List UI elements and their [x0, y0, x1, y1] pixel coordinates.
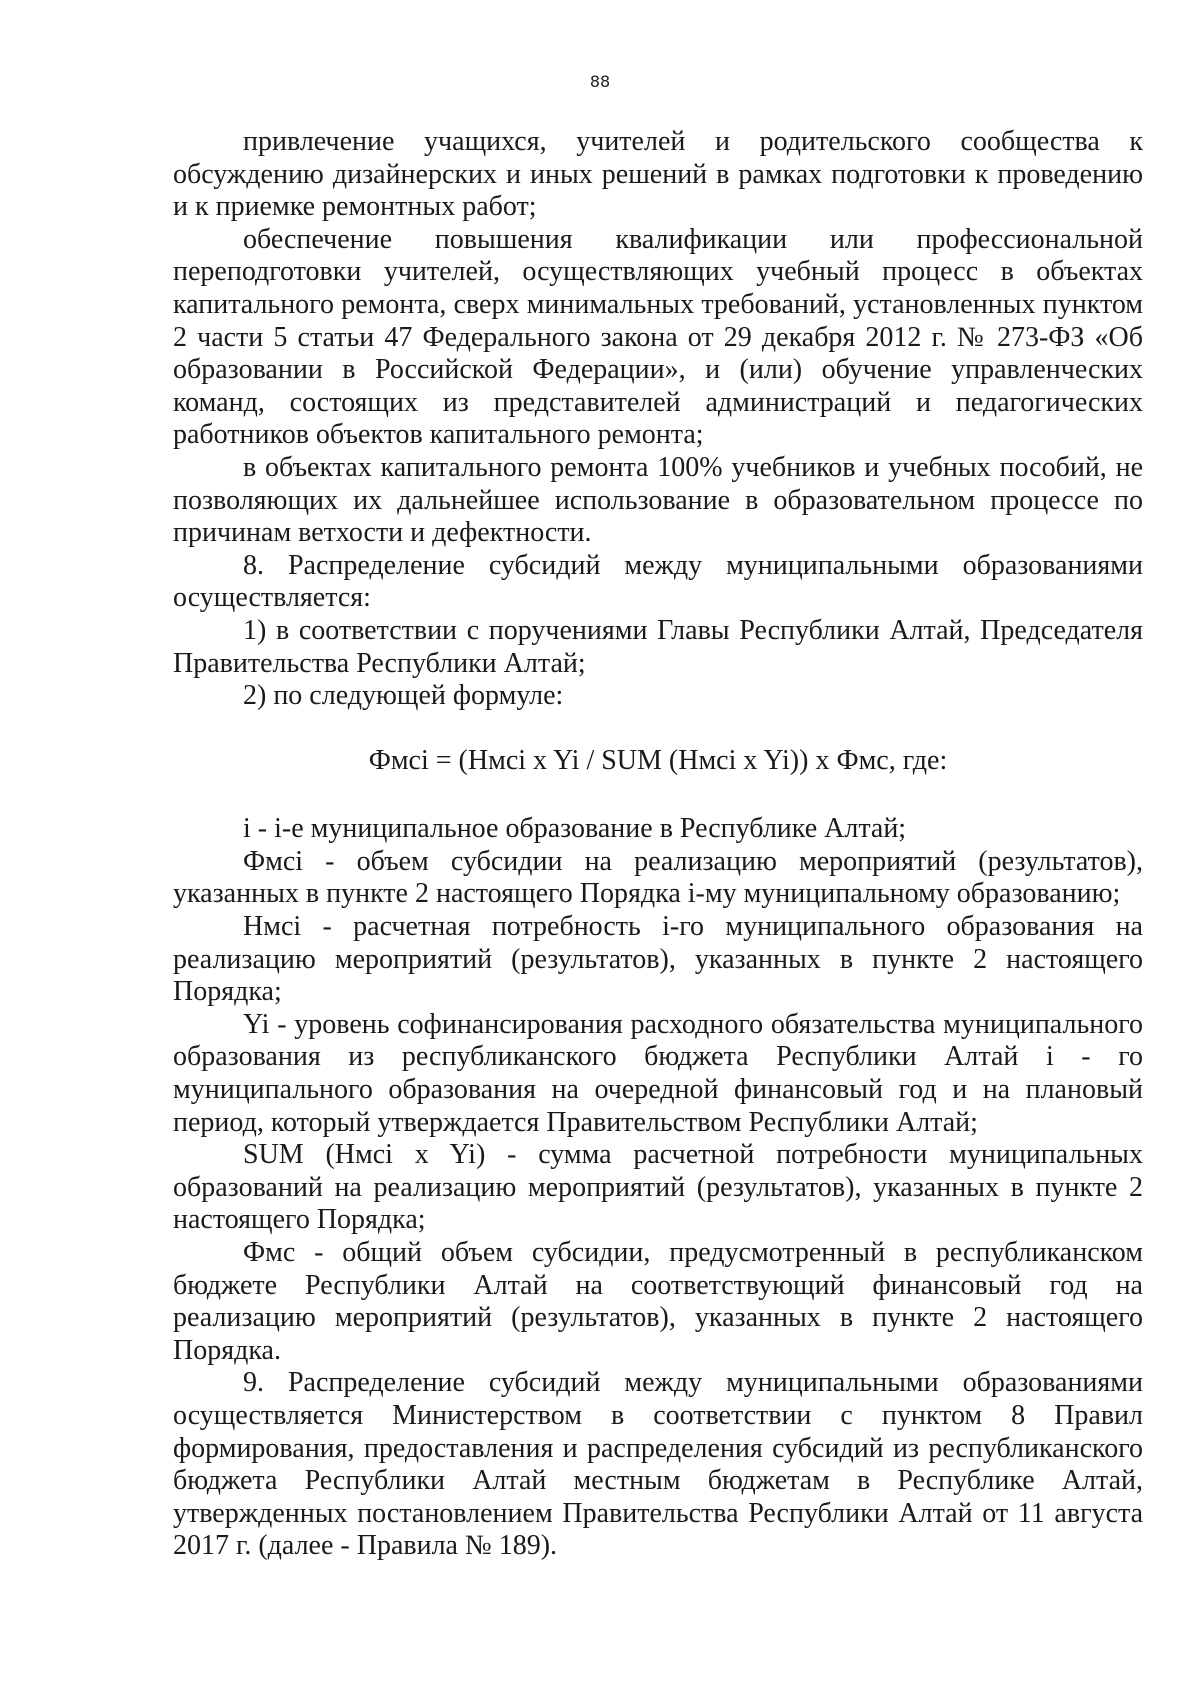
formula: Фмсi = (Нмсi x Yi / SUM (Нмсi x Yi)) x Фмс, где: [368, 744, 948, 776]
paragraph: 8. Распределение субсидий между муниципальными образованиями осуществляется: [173, 549, 1143, 614]
paragraph: 9. Распределение субсидий между муниципальными образованиями осуществляется Министерством в соответствии с пунктом 8 Правил формирования, предоставления и распределения субсидий из республиканского бюджета Республики Алтай местным бюджетам в Республике Алтай, утвержденных постановлением Правительства Республики Алтай от 11 августа 2017 г. (далее - Правила № 189). [173, 1367, 1143, 1562]
paragraph: привлечение учащихся, учителей и родительского сообщества к обсуждению дизайнерских и иных решений в рамках подготовки к проведению и к приемке ремонтных работ; [173, 126, 1143, 223]
document-body [173, 126, 1143, 1563]
definition-item: Фмсi - объем субсидии на реализацию мероприятий (результатов), указанных в пункте 2 настоящего Порядка i-му муниципальному образованию; [173, 845, 1143, 910]
paragraph: 1) в соответствии с поручениями Главы Республики Алтай, Председателя Правительства Республики Алтай; [173, 614, 1143, 679]
paragraph: 2) по следующей формуле: [243, 680, 564, 712]
definition-item: Yi - уровень софинансирования расходного обязательства муниципального образования из республиканского бюджета Республики Алтай i - го муниципального образования на очередной финансовый год и на плановый период, который утверждается Правительством Республики Алтай; [173, 1008, 1143, 1138]
definition-item: SUM (Нмсi x Yi) - сумма расчетной потребности муниципальных образований на реализацию мероприятий (результатов), указанных в пункте 2 настоящего Порядка; [173, 1139, 1143, 1236]
definition-item: Фмс - общий объем субсидии, предусмотренный в республиканском бюджете Республики Алтай на соответствующий финансовый год на реализацию мероприятий (результатов), указанных в пункте 2 настоящего Порядка. [173, 1237, 1143, 1366]
paragraph: обеспечение повышения квалификации или профессиональной переподготовки учителей, осуществляющих учебный процесс в объектах капитального ремонта, сверх минимальных требований, установленных пунктом 2 части 5 статьи 47 Федерального закона от 29 декабря 2012 г. № 273-ФЗ «Об образовании в Российской Федерации», и (или) обучение управленческих команд, состоящих из представителей администраций и педагогических работников объектов капитального ремонта; [173, 223, 1143, 451]
definition-item: i - i-е муниципальное образование в Республике Алтай; [243, 813, 907, 845]
paragraph: в объектах капитального ремонта 100% учебников и учебных пособий, не позволяющих их дальнейшее использование в образовательном процессе по причинам ветхости и дефектности. [173, 451, 1143, 549]
page-number: 88 [589, 72, 611, 91]
definition-item: Нмсi - расчетная потребность i-го муниципального образования на реализацию мероприятий (результатов), указанных в пункте 2 настоящего Порядка; [173, 911, 1143, 1008]
